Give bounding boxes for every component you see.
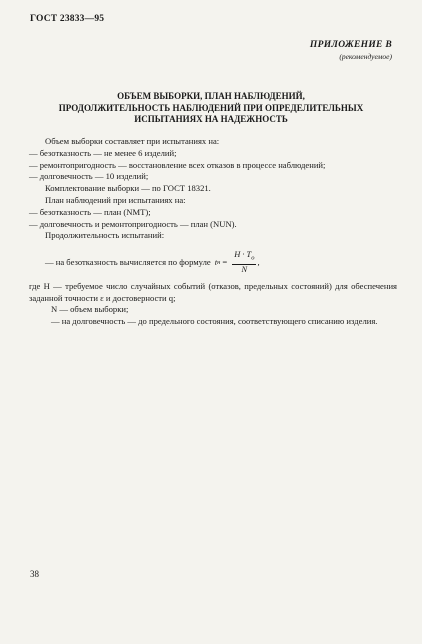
page-number: 38 <box>30 569 39 579</box>
appendix-block <box>310 40 392 62</box>
heading-line: ОБЪЕМ ВЫБОРКИ, ПЛАН НАБЛЮДЕНИЙ, <box>117 91 305 101</box>
list-item: — безотказность — не менее 6 изделий; <box>29 147 177 158</box>
formula-end: , <box>257 256 260 267</box>
list-item: — безотказность — план (NMT); <box>29 206 151 217</box>
durability-paragraph: — на долговечность — до предельного состояния, соответствующего списанию изделия. <box>51 316 378 327</box>
sample-intro: Объем выборки составляет при испытаниях на: <box>45 136 220 146</box>
formula-denominator: N <box>241 264 248 274</box>
plan-intro: План наблюдений при испытаниях на: <box>45 194 186 205</box>
list-item: — долговечность — 10 изделий; <box>29 171 149 182</box>
formula-lhs-sub: н <box>217 258 221 266</box>
where-paragraph: где H — требуемое число случайных событий (отказов, предельных состояний) для обеспечения заданной точности ε и достоверности q; <box>29 280 397 303</box>
formula-numerator <box>232 250 256 265</box>
formula-label: — на безотказность вычисляется по формуле <box>45 256 211 267</box>
heading-line: ПРОДОЛЖИТЕЛЬНОСТЬ НАБЛЮДЕНИЙ ПРИ ОПРЕДЕЛИТЕЛЬНЫХ <box>58 102 364 113</box>
body-text <box>29 136 397 328</box>
numerator-text: H · T <box>234 250 252 260</box>
formula-row <box>29 250 397 275</box>
duration-intro: Продолжительность испытаний: <box>45 230 165 241</box>
appendix-label: ПРИЛОЖЕНИЕ В <box>309 40 392 50</box>
formula-equals: = <box>222 256 228 267</box>
section-heading <box>20 91 402 126</box>
formula-lhs: t <box>214 256 218 267</box>
standard-code: ГОСТ 23833—95 <box>30 14 105 24</box>
appendix-note: (рекомендуемое) <box>339 52 392 61</box>
reliability-formula <box>215 250 260 275</box>
heading-line: ИСПЫТАНИЯХ НА НАДЕЖНОСТЬ <box>134 114 288 124</box>
numerator-sub: о <box>251 254 255 262</box>
completion-line: Комплектование выборки — по ГОСТ 18321. <box>45 183 211 194</box>
list-item: — ремонтопригодность — восстановление всех отказов в процессе наблюдений; <box>29 159 326 170</box>
list-item: — долговечность и ремонтопригодность — план (NUN). <box>29 218 237 229</box>
formula-fraction <box>232 250 256 275</box>
n-definition: N — объем выборки; <box>51 304 129 315</box>
